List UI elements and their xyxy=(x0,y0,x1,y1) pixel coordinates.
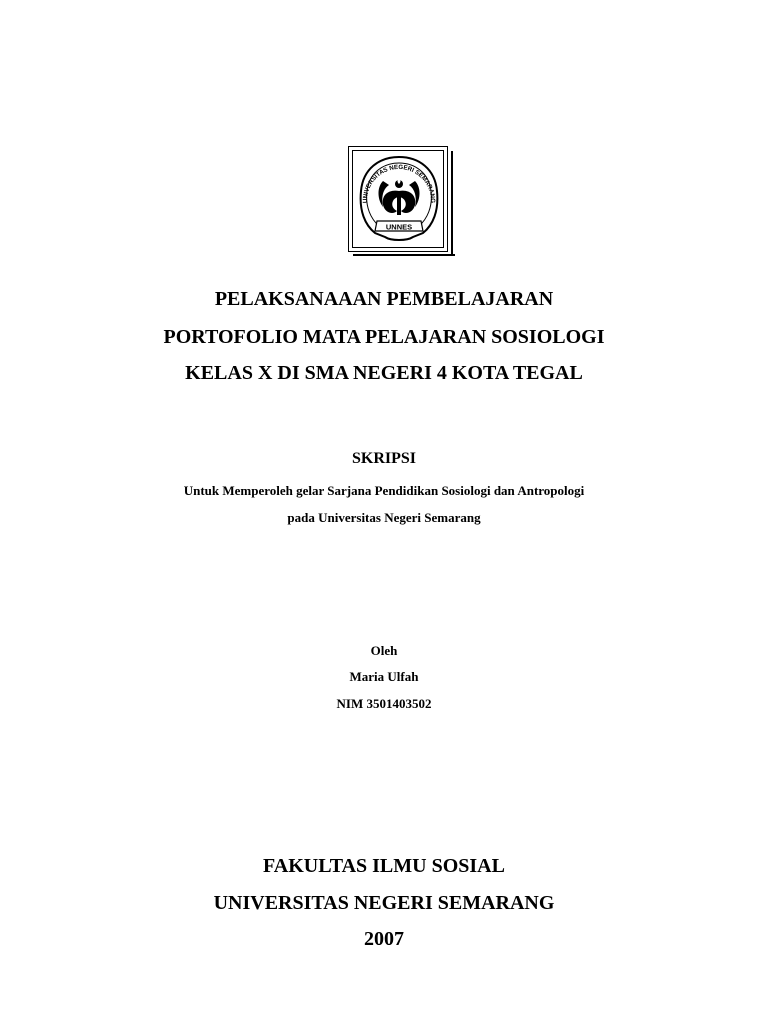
thesis-title-line-3: KELAS X DI SMA NEGERI 4 KOTA TEGAL xyxy=(185,362,583,384)
purpose-line-1: Untuk Memperoleh gelar Sarjana Pendidikan Sosiologi dan Antropologi xyxy=(183,483,585,498)
faculty-name: FAKULTAS ILMU SOSIAL xyxy=(263,855,505,877)
logo-ring-text: UNIVERSITAS NEGERI SEMARANG xyxy=(361,163,437,204)
logo-short-name: UNNES xyxy=(385,222,413,232)
publication-year: 2007 xyxy=(364,928,404,950)
thesis-title-line-2: PORTOFOLIO MATA PELAJARAN SOSIOLOGI xyxy=(163,326,605,348)
university-logo-inner-border xyxy=(352,150,444,248)
university-name: UNIVERSITAS NEGERI SEMARANG xyxy=(213,892,555,914)
university-seal-icon xyxy=(353,151,445,249)
author-name: Maria Ulfah xyxy=(349,669,419,684)
purpose-line-2: pada Universitas Negeri Semarang xyxy=(287,510,481,525)
author-by-label: Oleh xyxy=(370,643,398,658)
author-nim: NIM 3501403502 xyxy=(336,696,432,711)
university-logo-frame xyxy=(348,146,448,252)
thesis-title-line-1: PELAKSANAAAN PEMBELAJARAN xyxy=(214,288,554,310)
document-type: SKRIPSI xyxy=(351,450,417,467)
